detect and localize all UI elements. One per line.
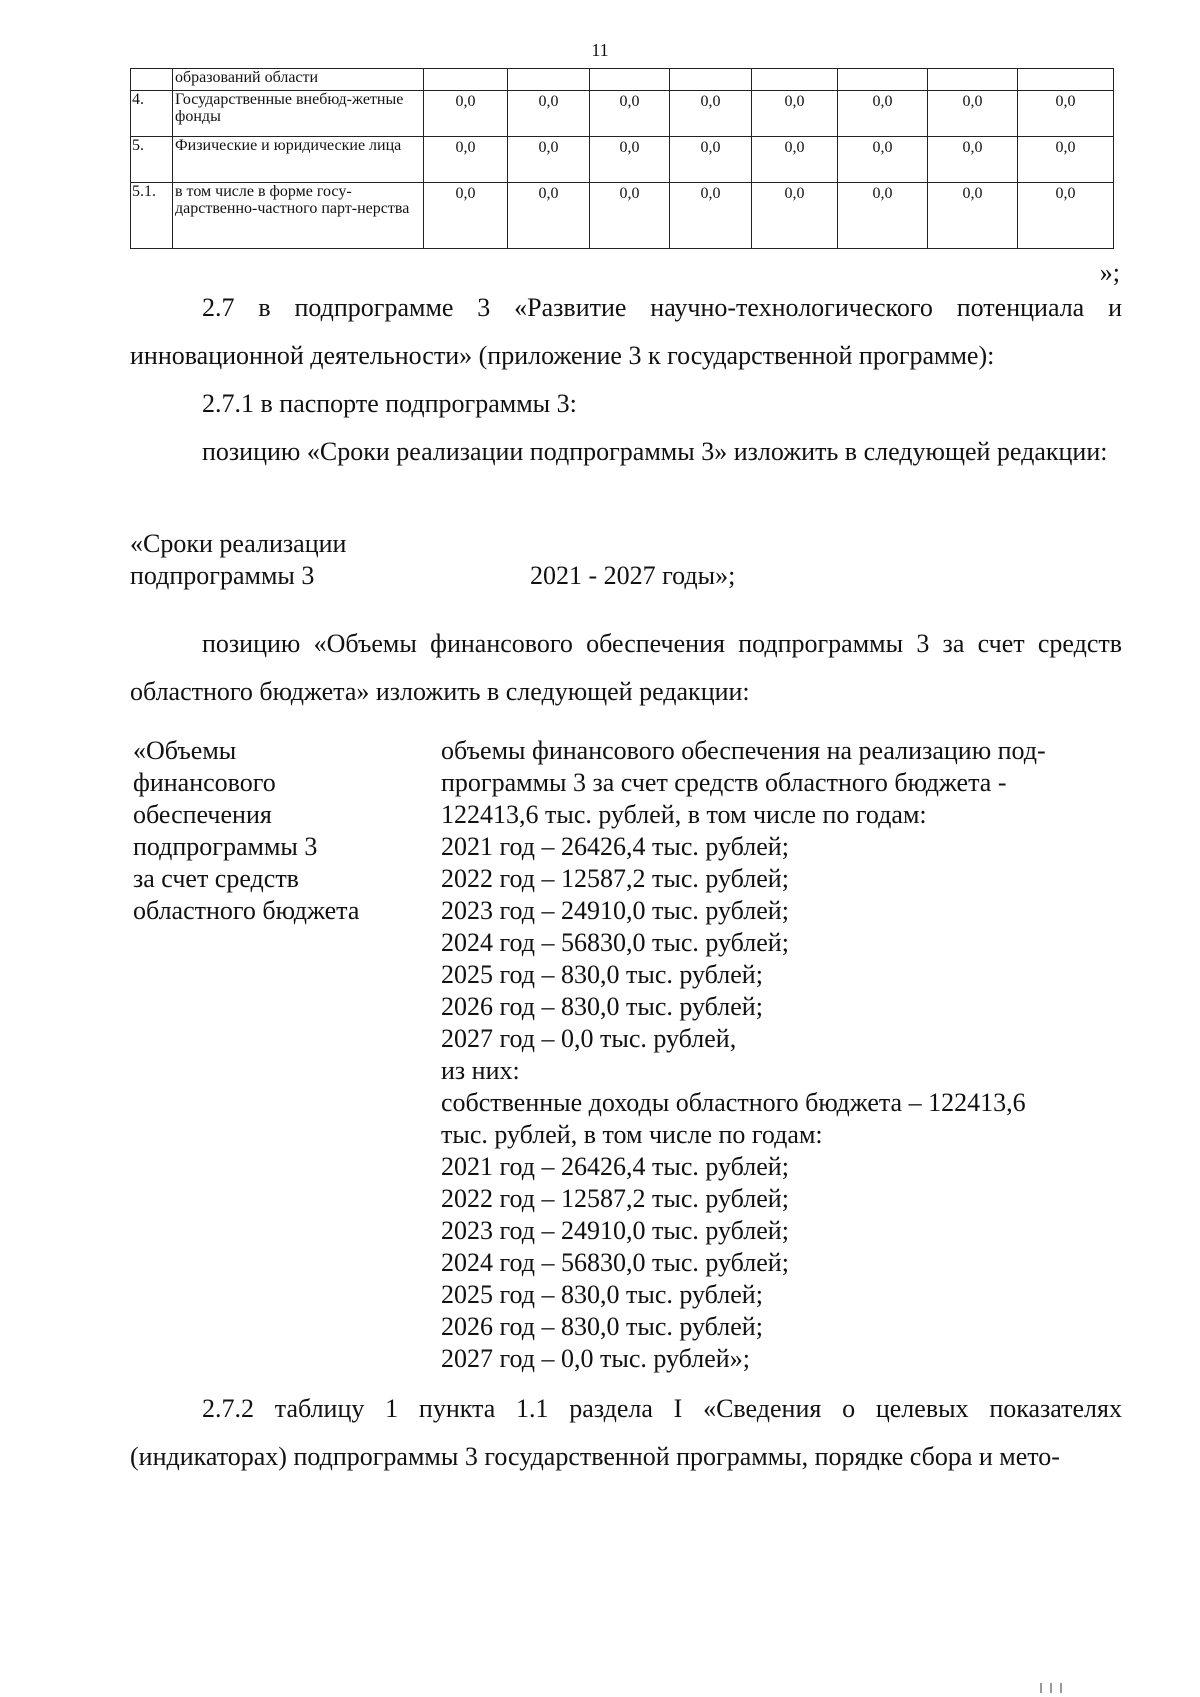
row-value: 0,0 — [928, 137, 1018, 183]
volumes-label-line: за счет средств — [133, 864, 299, 893]
row-value: 0,0 — [838, 91, 928, 137]
paragraph-2-7-2: 2.7.2 таблицу 1 пункта 1.1 раздела I «Сведения о целевых показателях (индикаторах) подпрограммы 3 государственной программы, порядке сбора и мето- — [130, 1394, 1122, 1471]
table-row — [131, 137, 1114, 183]
row-value: 0,0 — [838, 137, 928, 183]
row-value — [424, 69, 508, 91]
row-value: 0,0 — [508, 137, 590, 183]
volumes-value-line: 2022 год – 12587,2 тыс. рублей; — [441, 1184, 789, 1213]
volumes-label-line: финансового — [133, 768, 276, 797]
volumes-label — [133, 735, 359, 927]
volumes-value-line: собственные доходы областного бюджета – 122413,6 — [441, 1088, 1026, 1117]
row-index — [131, 69, 173, 91]
page-number: 11 — [591, 40, 609, 60]
row-value: 0,0 — [508, 91, 590, 137]
volumes-label-line: «Объемы — [133, 736, 237, 765]
row-index: 4. — [131, 91, 173, 137]
volumes-value-line: из них: — [441, 1056, 520, 1085]
row-value — [1018, 69, 1114, 91]
terms-label-line: подпрограммы 3 — [130, 561, 315, 590]
row-value: 0,0 — [1018, 91, 1114, 137]
table-row — [131, 183, 1114, 249]
volumes-value-line: 2026 год – 830,0 тыс. рублей; — [441, 992, 763, 1021]
row-value: 0,0 — [838, 183, 928, 249]
terms-value: 2021 - 2027 годы»; — [530, 561, 736, 590]
paragraph-2-7: 2.7 в подпрограмме 3 «Развитие научно-технологического потенциала и инновационной деятельности» (приложение 3 к государственной программе): — [130, 293, 1122, 370]
terms-label-line: «Сроки реализации — [130, 529, 347, 558]
row-value: 0,0 — [1018, 137, 1114, 183]
row-value: 0,0 — [752, 183, 838, 249]
row-value: 0,0 — [424, 137, 508, 183]
volumes-value-line: 2025 год – 830,0 тыс. рублей; — [441, 960, 763, 989]
volumes-value-line: 2024 год – 56830,0 тыс. рублей; — [441, 928, 789, 957]
scan-mark — [1060, 1683, 1062, 1693]
row-name: Государственные внебюд-жетные фонды — [173, 91, 424, 137]
volumes-value-line: 2023 год – 24910,0 тыс. рублей; — [441, 1216, 789, 1245]
row-value: 0,0 — [424, 91, 508, 137]
volumes-value-line: программы 3 за счет средств областного бюджета - — [441, 768, 1007, 797]
row-value: 0,0 — [928, 91, 1018, 137]
row-value: 0,0 — [670, 183, 752, 249]
row-value: 0,0 — [590, 137, 670, 183]
volumes-value-line: 2023 год – 24910,0 тыс. рублей; — [441, 896, 789, 925]
row-value: 0,0 — [670, 91, 752, 137]
row-value — [508, 69, 590, 91]
table-row — [131, 91, 1114, 137]
row-index: 5. — [131, 137, 173, 183]
row-value — [590, 69, 670, 91]
row-name: Физические и юридические лица — [173, 137, 424, 183]
scan-mark — [1050, 1683, 1052, 1693]
row-value: 0,0 — [424, 183, 508, 249]
paragraph-volumes: позицию «Объемы финансового обеспечения подпрограммы 3 за счет средств областного бюджета» изложить в следующей редакции: — [130, 629, 1122, 706]
row-value: 0,0 — [590, 183, 670, 249]
row-index: 5.1. — [131, 183, 173, 249]
volumes-value-line: 2026 год – 830,0 тыс. рублей; — [441, 1312, 763, 1341]
volumes-value-line: объемы финансового обеспечения на реализацию под- — [441, 736, 1046, 765]
row-value: 0,0 — [670, 137, 752, 183]
row-value: 0,0 — [752, 91, 838, 137]
volumes-value-line: 122413,6 тыс. рублей, в том числе по годам: — [441, 800, 927, 829]
volumes-value — [441, 735, 1046, 1375]
row-value: 0,0 — [752, 137, 838, 183]
row-name: в том числе в форме госу-дарственно-частного парт-нерства — [173, 183, 424, 249]
terms-label — [130, 528, 346, 592]
row-name: образований области — [173, 69, 424, 91]
row-value — [670, 69, 752, 91]
row-value: 0,0 — [928, 183, 1018, 249]
volumes-value-line: 2024 год – 56830,0 тыс. рублей; — [441, 1248, 789, 1277]
volumes-value-line: 2027 год – 0,0 тыс. рублей»; — [441, 1344, 750, 1373]
row-value — [838, 69, 928, 91]
volumes-label-line: обеспечения — [133, 800, 272, 829]
volumes-value-line: 2021 год – 26426,4 тыс. рублей; — [441, 832, 789, 861]
volumes-label-line: подпрограммы 3 — [133, 832, 318, 861]
row-value: 0,0 — [1018, 183, 1114, 249]
volumes-value-line: 2027 год – 0,0 тыс. рублей, — [441, 1024, 737, 1053]
volumes-value-line: 2022 год – 12587,2 тыс. рублей; — [441, 864, 789, 893]
row-value — [752, 69, 838, 91]
paragraph-terms: позицию «Сроки реализации подпрограммы 3» изложить в следующей редакции: — [202, 437, 1108, 466]
scan-mark — [1040, 1683, 1042, 1693]
volumes-value-line: тыс. рублей, в том числе по годам: — [441, 1120, 823, 1149]
row-value: 0,0 — [590, 91, 670, 137]
finance-table — [130, 68, 1114, 249]
closing-quote: »; — [1099, 258, 1120, 287]
row-value — [928, 69, 1018, 91]
volumes-label-line: областного бюджета — [133, 896, 360, 925]
volumes-value-line: 2025 год – 830,0 тыс. рублей; — [441, 1280, 763, 1309]
row-value: 0,0 — [508, 183, 590, 249]
paragraph-2-7-1: 2.7.1 в паспорте подпрограммы 3: — [202, 389, 577, 418]
volumes-value-line: 2021 год – 26426,4 тыс. рублей; — [441, 1152, 789, 1181]
table-row — [131, 69, 1114, 91]
